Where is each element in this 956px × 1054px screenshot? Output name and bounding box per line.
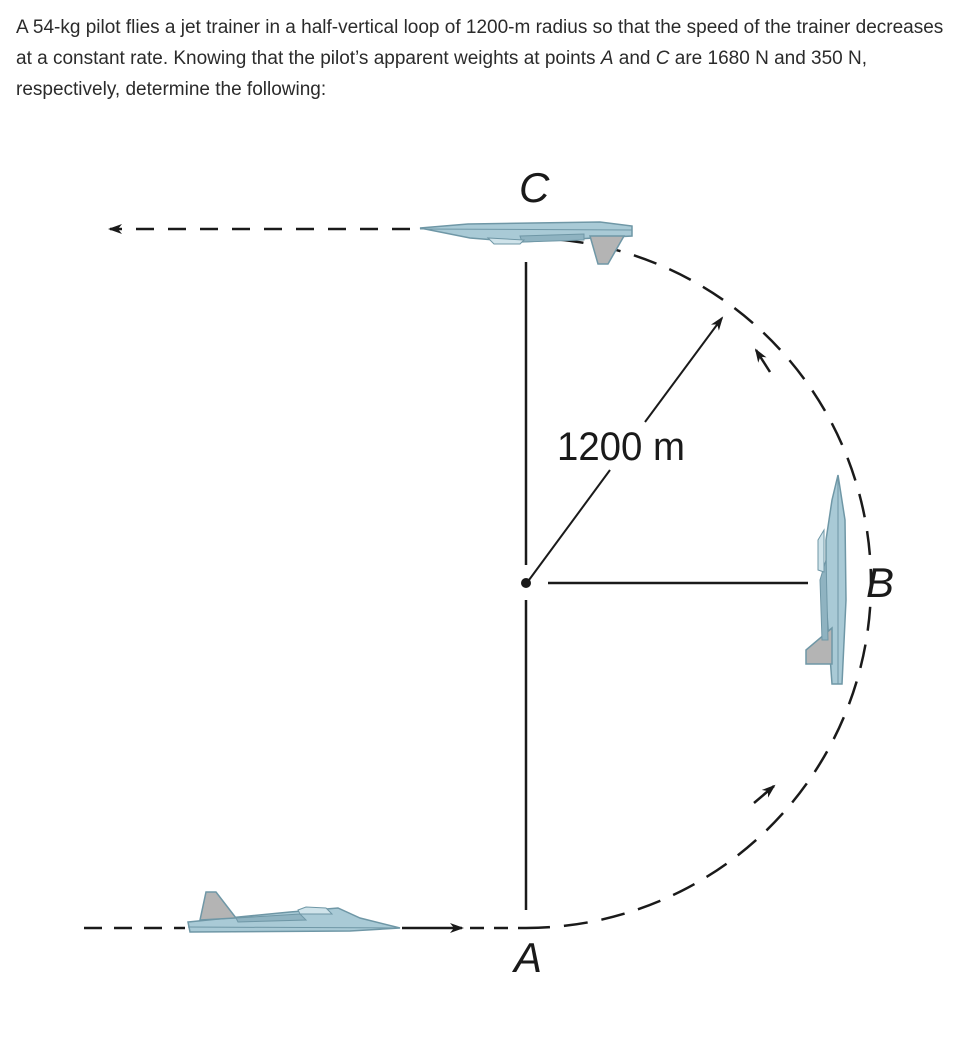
point-c-ref: C [655, 48, 670, 69]
problem-text-part2: and [613, 48, 656, 69]
radius-label: 1200 m [557, 425, 685, 469]
problem-text-part3: are 1680 N and 350 N, respectively, determine the following: [16, 48, 868, 100]
jet-trainer-at-a [188, 892, 400, 932]
point-c-label: C [519, 164, 550, 211]
radius-dimension-lower [529, 470, 610, 580]
point-a-ref: A [600, 48, 614, 69]
jet-trainer-at-c [420, 222, 632, 264]
radius-dimension-upper [645, 318, 722, 422]
point-b-label: B [866, 559, 895, 606]
problem-text-part1: A 54-kg pilot flies a jet trainer in a half-vertical loop of 1200-m radius so that the speed of the trainer decreases at a constant rate. Knowing that the pilot’s apparent weights at points [16, 17, 944, 69]
loop-arrow-upper [756, 350, 770, 372]
loop-arrow-lower [754, 786, 774, 803]
jet-trainer-at-b [806, 475, 846, 684]
point-a-label: A [514, 934, 543, 981]
